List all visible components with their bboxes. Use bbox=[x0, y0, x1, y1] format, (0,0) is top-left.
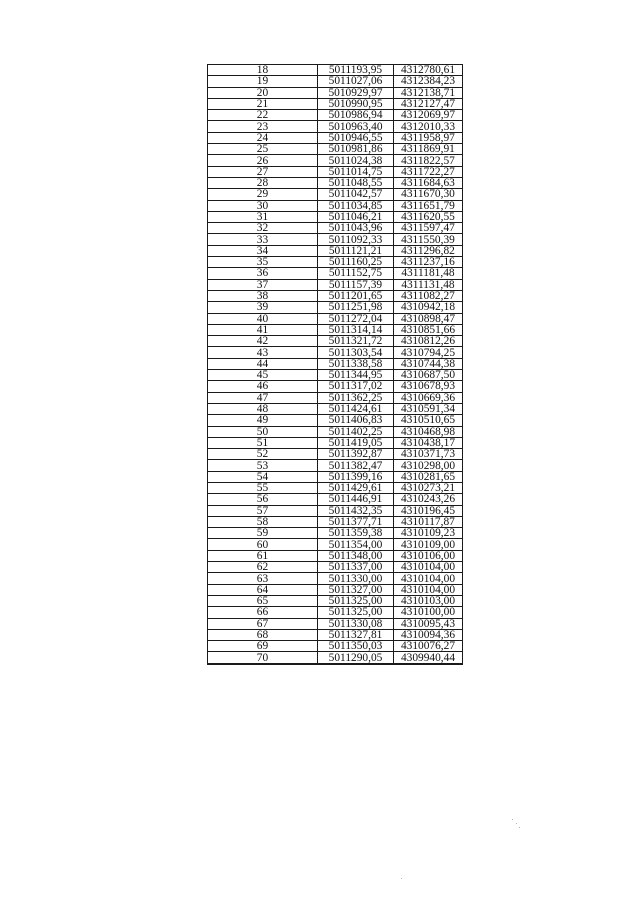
x-coordinate-cell: 5011350,03 bbox=[318, 641, 394, 652]
table-row bbox=[208, 189, 463, 200]
x-coordinate-cell: 5011034,85 bbox=[318, 200, 394, 211]
point-number-cell: 21 bbox=[208, 98, 318, 109]
x-coordinate-cell: 5011325,00 bbox=[318, 595, 394, 606]
y-coordinate-cell: 4310117,87 bbox=[394, 516, 463, 527]
x-coordinate-cell: 5011317,02 bbox=[318, 381, 394, 392]
x-coordinate-cell: 5011327,00 bbox=[318, 584, 394, 595]
y-coordinate-cell: 4310669,36 bbox=[394, 392, 463, 403]
point-number-cell: 48 bbox=[208, 403, 318, 414]
point-number-cell: 68 bbox=[208, 629, 318, 640]
table-row bbox=[208, 245, 463, 256]
x-coordinate-cell: 5011027,06 bbox=[318, 76, 394, 87]
point-number-cell: 35 bbox=[208, 257, 318, 268]
table-row bbox=[208, 268, 463, 279]
x-coordinate-cell: 5011042,57 bbox=[318, 189, 394, 200]
y-coordinate-cell: 4312127,47 bbox=[394, 98, 463, 109]
y-coordinate-cell: 4311722,27 bbox=[394, 166, 463, 177]
table-row bbox=[208, 471, 463, 482]
scan-speck bbox=[516, 823, 517, 824]
y-coordinate-cell: 4310687,50 bbox=[394, 370, 463, 381]
point-number-cell: 70 bbox=[208, 652, 318, 664]
table-row bbox=[208, 279, 463, 290]
y-coordinate-cell: 4311296,82 bbox=[394, 245, 463, 256]
coordinates-table bbox=[207, 64, 463, 665]
y-coordinate-cell: 4310898,47 bbox=[394, 313, 463, 324]
x-coordinate-cell: 5011382,47 bbox=[318, 460, 394, 471]
table-row bbox=[208, 87, 463, 98]
point-number-cell: 56 bbox=[208, 494, 318, 505]
y-coordinate-cell: 4310591,34 bbox=[394, 403, 463, 414]
table-row bbox=[208, 324, 463, 335]
table-row bbox=[208, 211, 463, 222]
x-coordinate-cell: 5010946,55 bbox=[318, 132, 394, 143]
y-coordinate-cell: 4312069,97 bbox=[394, 110, 463, 121]
table-row bbox=[208, 121, 463, 132]
point-number-cell: 32 bbox=[208, 223, 318, 234]
point-number-cell: 67 bbox=[208, 618, 318, 629]
point-number-cell: 50 bbox=[208, 426, 318, 437]
table-row bbox=[208, 370, 463, 381]
y-coordinate-cell: 4312010,33 bbox=[394, 121, 463, 132]
x-coordinate-cell: 5011193,95 bbox=[318, 65, 394, 76]
x-coordinate-cell: 5011399,16 bbox=[318, 471, 394, 482]
point-number-cell: 33 bbox=[208, 234, 318, 245]
x-coordinate-cell: 5011160,25 bbox=[318, 257, 394, 268]
table-row bbox=[208, 652, 463, 664]
y-coordinate-cell: 4311620,55 bbox=[394, 211, 463, 222]
y-coordinate-cell: 4310094,36 bbox=[394, 629, 463, 640]
table-row bbox=[208, 166, 463, 177]
x-coordinate-cell: 5011359,38 bbox=[318, 528, 394, 539]
x-coordinate-cell: 5011303,54 bbox=[318, 347, 394, 358]
table-row bbox=[208, 336, 463, 347]
x-coordinate-cell: 5011157,39 bbox=[318, 279, 394, 290]
y-coordinate-cell: 4311181,48 bbox=[394, 268, 463, 279]
y-coordinate-cell: 4310744,38 bbox=[394, 358, 463, 369]
point-number-cell: 19 bbox=[208, 76, 318, 87]
x-coordinate-cell: 5011290,05 bbox=[318, 652, 394, 664]
point-number-cell: 45 bbox=[208, 370, 318, 381]
x-coordinate-cell: 5011024,38 bbox=[318, 155, 394, 166]
x-coordinate-cell: 5011406,83 bbox=[318, 415, 394, 426]
y-coordinate-cell: 4310298,00 bbox=[394, 460, 463, 471]
table-row bbox=[208, 426, 463, 437]
table-row bbox=[208, 144, 463, 155]
x-coordinate-cell: 5011152,75 bbox=[318, 268, 394, 279]
y-coordinate-cell: 4309940,44 bbox=[394, 652, 463, 664]
x-coordinate-cell: 5010963,40 bbox=[318, 121, 394, 132]
y-coordinate-cell: 4310104,00 bbox=[394, 562, 463, 573]
point-number-cell: 44 bbox=[208, 358, 318, 369]
x-coordinate-cell: 5011327,81 bbox=[318, 629, 394, 640]
table-row bbox=[208, 460, 463, 471]
y-coordinate-cell: 4311822,57 bbox=[394, 155, 463, 166]
x-coordinate-cell: 5011419,05 bbox=[318, 437, 394, 448]
point-number-cell: 63 bbox=[208, 573, 318, 584]
table-row bbox=[208, 607, 463, 618]
table-row bbox=[208, 629, 463, 640]
table-row bbox=[208, 110, 463, 121]
y-coordinate-cell: 4310109,23 bbox=[394, 528, 463, 539]
point-number-cell: 27 bbox=[208, 166, 318, 177]
point-number-cell: 43 bbox=[208, 347, 318, 358]
y-coordinate-cell: 4311550,39 bbox=[394, 234, 463, 245]
point-number-cell: 57 bbox=[208, 505, 318, 516]
y-coordinate-cell: 4310095,43 bbox=[394, 618, 463, 629]
point-number-cell: 66 bbox=[208, 607, 318, 618]
table-row bbox=[208, 550, 463, 561]
table-row bbox=[208, 302, 463, 313]
x-coordinate-cell: 5010990,95 bbox=[318, 98, 394, 109]
table-row bbox=[208, 313, 463, 324]
point-number-cell: 18 bbox=[208, 65, 318, 76]
point-number-cell: 25 bbox=[208, 144, 318, 155]
y-coordinate-cell: 4311670,30 bbox=[394, 189, 463, 200]
y-coordinate-cell: 4310510,65 bbox=[394, 415, 463, 426]
table-row bbox=[208, 482, 463, 493]
table-row bbox=[208, 539, 463, 550]
scan-speck bbox=[512, 819, 513, 820]
point-number-cell: 54 bbox=[208, 471, 318, 482]
point-number-cell: 31 bbox=[208, 211, 318, 222]
point-number-cell: 36 bbox=[208, 268, 318, 279]
x-coordinate-cell: 5011446,91 bbox=[318, 494, 394, 505]
y-coordinate-cell: 4310468,98 bbox=[394, 426, 463, 437]
x-coordinate-cell: 5011272,04 bbox=[318, 313, 394, 324]
table-row bbox=[208, 381, 463, 392]
table-row bbox=[208, 177, 463, 188]
y-coordinate-cell: 4310196,45 bbox=[394, 505, 463, 516]
point-number-cell: 60 bbox=[208, 539, 318, 550]
x-coordinate-cell: 5011314,14 bbox=[318, 324, 394, 335]
x-coordinate-cell: 5011092,33 bbox=[318, 234, 394, 245]
table-row bbox=[208, 257, 463, 268]
point-number-cell: 40 bbox=[208, 313, 318, 324]
x-coordinate-cell: 5011321,72 bbox=[318, 336, 394, 347]
y-coordinate-cell: 4310076,27 bbox=[394, 641, 463, 652]
table-row bbox=[208, 65, 463, 76]
table-row bbox=[208, 403, 463, 414]
point-number-cell: 51 bbox=[208, 437, 318, 448]
point-number-cell: 46 bbox=[208, 381, 318, 392]
y-coordinate-cell: 4310794,25 bbox=[394, 347, 463, 358]
table-row bbox=[208, 234, 463, 245]
point-number-cell: 59 bbox=[208, 528, 318, 539]
y-coordinate-cell: 4310104,00 bbox=[394, 573, 463, 584]
y-coordinate-cell: 4312384,23 bbox=[394, 76, 463, 87]
x-coordinate-cell: 5011354,00 bbox=[318, 539, 394, 550]
table-row bbox=[208, 449, 463, 460]
y-coordinate-cell: 4311597,47 bbox=[394, 223, 463, 234]
x-coordinate-cell: 5011043,96 bbox=[318, 223, 394, 234]
x-coordinate-cell: 5011014,75 bbox=[318, 166, 394, 177]
table-row bbox=[208, 528, 463, 539]
table-row bbox=[208, 155, 463, 166]
point-number-cell: 34 bbox=[208, 245, 318, 256]
point-number-cell: 23 bbox=[208, 121, 318, 132]
x-coordinate-cell: 5011325,00 bbox=[318, 607, 394, 618]
y-coordinate-cell: 4310273,21 bbox=[394, 482, 463, 493]
point-number-cell: 22 bbox=[208, 110, 318, 121]
y-coordinate-cell: 4310109,00 bbox=[394, 539, 463, 550]
x-coordinate-cell: 5010986,94 bbox=[318, 110, 394, 121]
x-coordinate-cell: 5011201,65 bbox=[318, 290, 394, 301]
point-number-cell: 61 bbox=[208, 550, 318, 561]
table-row bbox=[208, 132, 463, 143]
table-row bbox=[208, 618, 463, 629]
x-coordinate-cell: 5011402,25 bbox=[318, 426, 394, 437]
y-coordinate-cell: 4311237,16 bbox=[394, 257, 463, 268]
scan-speck bbox=[401, 878, 402, 879]
point-number-cell: 38 bbox=[208, 290, 318, 301]
x-coordinate-cell: 5011432,35 bbox=[318, 505, 394, 516]
table-row bbox=[208, 437, 463, 448]
y-coordinate-cell: 4310103,00 bbox=[394, 595, 463, 606]
point-number-cell: 41 bbox=[208, 324, 318, 335]
table-row bbox=[208, 562, 463, 573]
x-coordinate-cell: 5010929,97 bbox=[318, 87, 394, 98]
x-coordinate-cell: 5010981,86 bbox=[318, 144, 394, 155]
y-coordinate-cell: 4310106,00 bbox=[394, 550, 463, 561]
x-coordinate-cell: 5011048,55 bbox=[318, 177, 394, 188]
table-row bbox=[208, 200, 463, 211]
table-row bbox=[208, 290, 463, 301]
y-coordinate-cell: 4310942,18 bbox=[394, 302, 463, 313]
y-coordinate-cell: 4311131,48 bbox=[394, 279, 463, 290]
point-number-cell: 37 bbox=[208, 279, 318, 290]
point-number-cell: 39 bbox=[208, 302, 318, 313]
point-number-cell: 30 bbox=[208, 200, 318, 211]
y-coordinate-cell: 4310104,00 bbox=[394, 584, 463, 595]
x-coordinate-cell: 5011330,08 bbox=[318, 618, 394, 629]
point-number-cell: 26 bbox=[208, 155, 318, 166]
point-number-cell: 20 bbox=[208, 87, 318, 98]
table-row bbox=[208, 358, 463, 369]
y-coordinate-cell: 4310812,26 bbox=[394, 336, 463, 347]
point-number-cell: 58 bbox=[208, 516, 318, 527]
point-number-cell: 28 bbox=[208, 177, 318, 188]
y-coordinate-cell: 4312138,71 bbox=[394, 87, 463, 98]
table-row bbox=[208, 641, 463, 652]
x-coordinate-cell: 5011337,00 bbox=[318, 562, 394, 573]
point-number-cell: 47 bbox=[208, 392, 318, 403]
table-row bbox=[208, 584, 463, 595]
x-coordinate-cell: 5011046,21 bbox=[318, 211, 394, 222]
table-row bbox=[208, 573, 463, 584]
y-coordinate-cell: 4310281,65 bbox=[394, 471, 463, 482]
scan-speck bbox=[519, 827, 520, 828]
x-coordinate-cell: 5011344,95 bbox=[318, 370, 394, 381]
x-coordinate-cell: 5011338,58 bbox=[318, 358, 394, 369]
y-coordinate-cell: 4310438,17 bbox=[394, 437, 463, 448]
table-row bbox=[208, 392, 463, 403]
y-coordinate-cell: 4310100,00 bbox=[394, 607, 463, 618]
point-number-cell: 52 bbox=[208, 449, 318, 460]
point-number-cell: 24 bbox=[208, 132, 318, 143]
document-page bbox=[207, 64, 463, 665]
coordinates-table-body bbox=[208, 65, 463, 664]
y-coordinate-cell: 4311958,97 bbox=[394, 132, 463, 143]
x-coordinate-cell: 5011330,00 bbox=[318, 573, 394, 584]
x-coordinate-cell: 5011121,21 bbox=[318, 245, 394, 256]
table-row bbox=[208, 98, 463, 109]
table-row bbox=[208, 516, 463, 527]
point-number-cell: 55 bbox=[208, 482, 318, 493]
y-coordinate-cell: 4312780,61 bbox=[394, 65, 463, 76]
y-coordinate-cell: 4311684,63 bbox=[394, 177, 463, 188]
point-number-cell: 53 bbox=[208, 460, 318, 471]
x-coordinate-cell: 5011348,00 bbox=[318, 550, 394, 561]
table-row bbox=[208, 223, 463, 234]
table-row bbox=[208, 76, 463, 87]
x-coordinate-cell: 5011392,87 bbox=[318, 449, 394, 460]
point-number-cell: 29 bbox=[208, 189, 318, 200]
table-row bbox=[208, 494, 463, 505]
point-number-cell: 69 bbox=[208, 641, 318, 652]
table-row bbox=[208, 415, 463, 426]
y-coordinate-cell: 4310678,93 bbox=[394, 381, 463, 392]
x-coordinate-cell: 5011377,71 bbox=[318, 516, 394, 527]
y-coordinate-cell: 4311869,91 bbox=[394, 144, 463, 155]
table-row bbox=[208, 595, 463, 606]
point-number-cell: 65 bbox=[208, 595, 318, 606]
y-coordinate-cell: 4310243,26 bbox=[394, 494, 463, 505]
x-coordinate-cell: 5011251,98 bbox=[318, 302, 394, 313]
x-coordinate-cell: 5011424,61 bbox=[318, 403, 394, 414]
y-coordinate-cell: 4311082,27 bbox=[394, 290, 463, 301]
point-number-cell: 42 bbox=[208, 336, 318, 347]
y-coordinate-cell: 4311651,79 bbox=[394, 200, 463, 211]
point-number-cell: 62 bbox=[208, 562, 318, 573]
x-coordinate-cell: 5011362,25 bbox=[318, 392, 394, 403]
table-row bbox=[208, 347, 463, 358]
table-row bbox=[208, 505, 463, 516]
point-number-cell: 49 bbox=[208, 415, 318, 426]
y-coordinate-cell: 4310851,66 bbox=[394, 324, 463, 335]
x-coordinate-cell: 5011429,61 bbox=[318, 482, 394, 493]
y-coordinate-cell: 4310371,73 bbox=[394, 449, 463, 460]
point-number-cell: 64 bbox=[208, 584, 318, 595]
